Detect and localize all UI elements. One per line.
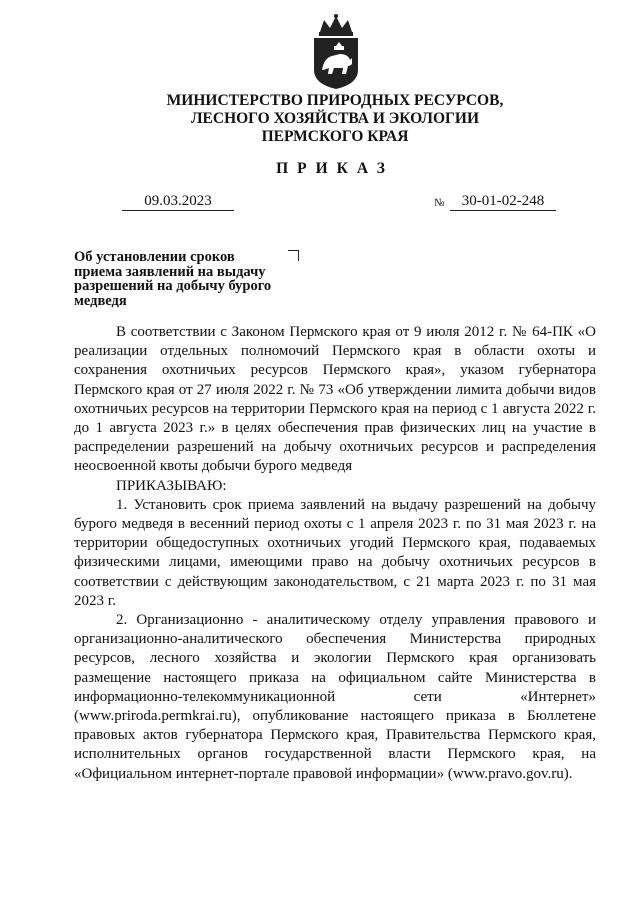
- number-label: №: [434, 197, 445, 209]
- perm-krai-coat-of-arms-icon: [310, 14, 362, 90]
- order-word: ПРИКАЗЫВАЮ:: [116, 477, 227, 494]
- item-2-paragraph: 2. Организационно - аналитическому отделу управления правового и организационно-аналитического обеспечения Министерства природных ресурсов, лесного хозяйства и экологии Пермского края организовать размещение настоящего приказа на официальном сайте Министерства в информационно-телекоммуникационной сети «Интернет» (www.priroda.permkrai.ru), опубликование настоящего приказа в Бюллетене правовых актов губернатора Пермского края, Правительства Пермского края, исполнительных органов государственной власти Пермского края, на «Официальном интернет-портале правовой информации» (www.pravo.gov.ru).: [74, 612, 596, 782]
- document-date: 09.03.2023: [122, 193, 234, 211]
- intro-paragraph: В соответствии с Законом Пермского края от 9 июля 2012 г. № 64-ПК «О реализации отдельных полномочий Пермского края в области охоты и сохранения охотничьих ресурсов Пермского края», указом губернатора Пермского края от 27 июля 2022 г. № 73 «Об утверждении лимита добычи видов охотничьих ресурсов на территории Пермского края на период с 1 августа 2022 г. до 1 августа 2023 г.» в целях обеспечения прав физических лиц на участие в распределении разрешений на добычу охотничьих ресурсов и распределения неосвоенной квоты добычи бурого медведя: [74, 324, 596, 475]
- document-number: 30-01-02-248: [450, 193, 556, 211]
- ministry-name: МИНИСТЕРСТВО ПРИРОДНЫХ РЕСУРСОВ, ЛЕСНОГО ХОЗЯЙСТВА И ЭКОЛОГИИ ПЕРМСКОГО КРАЯ: [166, 92, 504, 145]
- document-subject: Об установлении сроков приема заявлений на выдачу разрешений на добычу бурого медведя: [74, 249, 272, 309]
- document-body: [74, 323, 596, 784]
- item-1-paragraph: 1. Установить срок приема заявлений на выдачу разрешений на добычу бурого медведя в весенний период охоты с 1 апреля 2023 г. по 31 мая 2023 г. на территории общедоступных охотничьих угодий Пермского края, подаваемых физическими лицами, имеющими право на добычу охотничьих ресурсов в соответствии с действующим законодательством, с 21 марта 2023 г. по 31 мая 2023 г.: [74, 496, 596, 609]
- corner-bracket-mark: [288, 250, 299, 261]
- document-type-title: ПРИКАЗ: [276, 160, 394, 177]
